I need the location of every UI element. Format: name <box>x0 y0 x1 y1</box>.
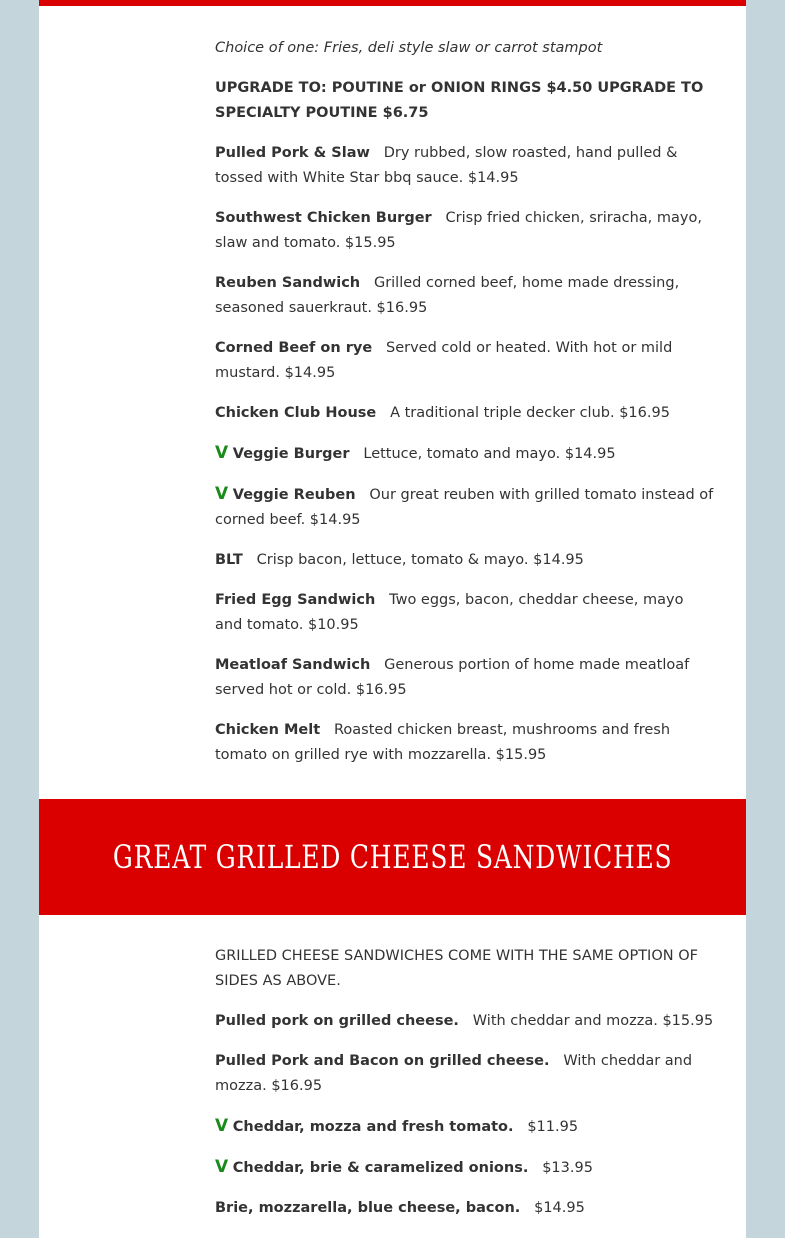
menu-item <box>215 588 715 638</box>
menu-item <box>215 482 715 533</box>
menu-item-name: Cheddar, mozza and fresh tomato. <box>232 1119 514 1135</box>
menu-item-description: With cheddar and mozza. $15.95 <box>472 1013 714 1029</box>
menu-item-description: $13.95 <box>542 1160 593 1176</box>
vegetarian-marker: V <box>215 1116 229 1136</box>
menu-item-name: Fried Egg Sandwich <box>215 592 376 608</box>
menu-item <box>215 401 715 426</box>
menu-item-description: A traditional triple decker club. $16.95 <box>390 405 670 421</box>
menu-item-description: Generous portion of home made meatloaf served hot or cold. $16.95 <box>215 657 690 698</box>
menu-item-name: Reuben Sandwich <box>215 275 361 291</box>
menu-item-name: Veggie Reuben <box>232 487 356 503</box>
sandwich-list <box>215 141 715 768</box>
vegetarian-marker: V <box>215 484 229 504</box>
sides-note: Choice of one: Fries, deli style slaw or carrot stampot <box>215 40 603 56</box>
menu-item-name: Corned Beef on rye <box>215 340 373 356</box>
menu-item-description: Roasted chicken breast, mushrooms and fresh tomato on grilled rye with mozzarella. $15.95 <box>215 722 671 763</box>
grilled-cheese-note: GRILLED CHEESE SANDWICHES COME WITH THE SAME OPTION OF SIDES AS ABOVE. <box>215 948 698 989</box>
menu-item-description: Dry rubbed, slow roasted, hand pulled & tossed with White Star bbq sauce. $14.95 <box>215 145 678 186</box>
menu-item <box>215 1155 715 1181</box>
menu-item-description: With cheddar and mozza. $16.95 <box>215 1053 693 1094</box>
menu-item-name: Pulled Pork and Bacon on grilled cheese. <box>215 1053 550 1069</box>
vegetarian-marker: V <box>215 1157 229 1177</box>
menu-item-description: Our great reuben with grilled tomato instead of corned beef. $14.95 <box>215 487 714 528</box>
grilled-cheese-list <box>215 1009 715 1221</box>
menu-item <box>215 1196 715 1221</box>
menu-item <box>215 653 715 703</box>
grilled-cheese-section <box>215 944 715 1236</box>
menu-item-name: BLT <box>215 552 243 568</box>
menu-item-description: $14.95 <box>534 1200 585 1216</box>
menu-item-description: Served cold or heated. With hot or mild mustard. $14.95 <box>215 340 673 381</box>
menu-item <box>215 718 715 768</box>
menu-item <box>215 1009 715 1034</box>
menu-item-name: Southwest Chicken Burger <box>215 210 432 226</box>
menu-page <box>39 0 746 1238</box>
menu-item <box>215 1049 715 1099</box>
menu-item <box>215 206 715 256</box>
grilled-cheese-banner <box>39 799 746 915</box>
menu-item-name: Brie, mozzarella, blue cheese, bacon. <box>215 1200 521 1216</box>
top-red-bar <box>39 0 746 6</box>
menu-item-description: Lettuce, tomato and mayo. $14.95 <box>363 446 616 462</box>
menu-item-description: Crisp fried chicken, sriracha, mayo, slaw and tomato. $15.95 <box>215 210 702 251</box>
menu-item-name: Chicken Melt <box>215 722 321 738</box>
section-title: GREAT GRILLED CHEESE SANDWICHES <box>112 838 673 876</box>
sandwich-section <box>215 36 715 783</box>
menu-item-description: Grilled corned beef, home made dressing, seasoned sauerkraut. $16.95 <box>215 275 680 316</box>
menu-item-name: Meatloaf Sandwich <box>215 657 371 673</box>
menu-item-name: Cheddar, brie & caramelized onions. <box>232 1160 529 1176</box>
upgrade-note: UPGRADE TO: POUTINE or ONION RINGS $4.50 UPGRADE TO SPECIALTY POUTINE $6.75 <box>215 80 704 121</box>
menu-item <box>215 336 715 386</box>
menu-item-name: Pulled pork on grilled cheese. <box>215 1013 459 1029</box>
menu-item <box>215 1114 715 1140</box>
menu-item-description: Two eggs, bacon, cheddar cheese, mayo and tomato. $10.95 <box>215 592 684 633</box>
menu-item <box>215 141 715 191</box>
menu-item-name: Pulled Pork & Slaw <box>215 145 370 161</box>
menu-item-name: Veggie Burger <box>232 446 350 462</box>
menu-item-description: $11.95 <box>527 1119 579 1135</box>
menu-item <box>215 441 715 467</box>
menu-item <box>215 271 715 321</box>
menu-item <box>215 548 715 573</box>
vegetarian-marker: V <box>215 443 229 463</box>
menu-item-description: Crisp bacon, lettuce, tomato & mayo. $14.95 <box>256 552 584 568</box>
menu-item-name: Chicken Club House <box>215 405 377 421</box>
